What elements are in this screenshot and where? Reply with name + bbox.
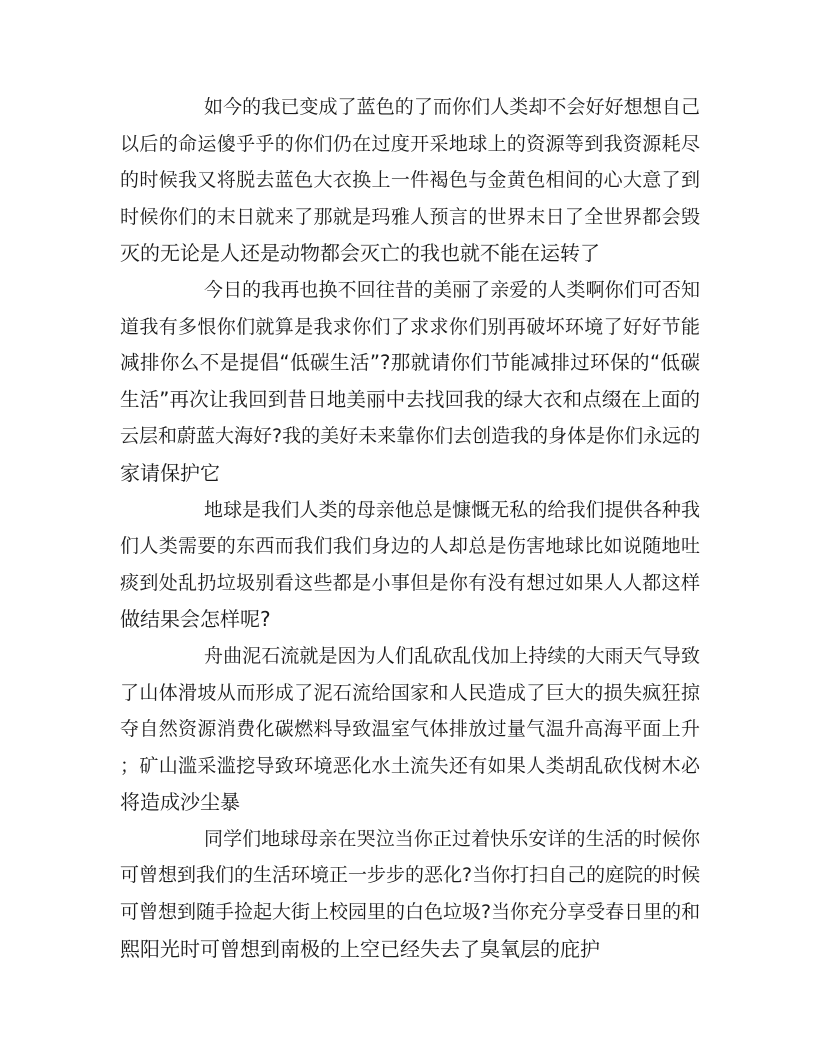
paragraph-line: 痰到处乱扔垃圾别看这些都是小事但是你有没有想过如果人人都这样 [120,571,700,594]
paragraph-line: 时候你们的末日就来了那就是玛雅人预言的世界末日了全世界都会毁 [120,205,700,228]
paragraph-line: 可曾想到随手捡起大街上校园里的白色垃圾?当你充分享受春日里的和 [120,901,701,924]
paragraph-line: 如今的我已变成了蓝色的了而你们人类却不会好好想想自己 [204,96,700,118]
paragraph-line: 舟曲泥石流就是因为人们乱砍乱伐加上持续的大雨天气导致 [204,644,700,667]
paragraph-line: 可曾想到我们的生活环境正一步步的恶化?当你打扫自己的庭院的时候 [120,864,701,887]
paragraph-1 [120,89,700,272]
paragraph-line: 地球是我们人类的母亲他总是慷慨无私的给我们提供各种我 [204,498,700,521]
paragraph-line: 以后的命运傻乎乎的你们仍在过度开采地球上的资源等到我资源耗尽 [120,132,700,155]
paragraph-line: 做结果会怎样呢? [120,607,271,632]
paragraph-line: 道我有多恨你们就算是我求你们了求求你们别再破坏环境了好好节能 [120,315,700,338]
paragraph-line: 生活”再次让我回到昔日地美丽中去找回我的绿大衣和点缀在上面的 [120,387,700,411]
paragraph-3 [120,492,700,638]
paragraph-line: ；矿山滥采滥挖导致环境恶化水土流失还有如果人类胡乱砍伐树木必 [120,754,700,777]
paragraph-line: 了山体滑坡从而形成了泥石流给国家和人民造成了巨大的损失疯狂掠 [120,681,700,704]
paragraph-line: 今日的我再也换不回往昔的美丽了亲爱的人类啊你们可否知 [204,278,700,301]
paragraph-line: 将造成沙尘暴 [120,790,240,815]
paragraph-5 [120,821,700,967]
paragraph-2 [120,272,700,492]
paragraph-line: 减排你么不是提倡“低碳生活”?那就请你们节能减排过环保的“低碳 [120,351,700,375]
paragraph-line: 的时候我又将脱去蓝色大衣换上一件褐色与金黄色相间的心大意了到 [120,169,700,192]
paragraph-line: 家请保护它 [120,460,220,485]
paragraph-4 [120,638,700,821]
paragraph-line: 们人类需要的东西而我们我们身边的人却总是伤害地球比如说随地吐 [120,535,700,558]
document-body [120,89,700,967]
paragraph-line: 云层和蔚蓝大海好?我的美好未来靠你们去创造我的身体是你们永远的 [120,425,701,448]
paragraph-line: 灭的无论是人还是动物都会灭亡的我也就不能在运转了 [120,241,600,266]
paragraph-line: 夺自然资源消费化碳燃料导致温室气体排放过量气温升高海平面上升 [120,718,700,741]
paragraph-line: 熙阳光时可曾想到南极的上空已经失去了臭氧层的庇护 [120,936,600,961]
paragraph-line: 同学们地球母亲在哭泣当你正过着快乐安详的生活的时候你 [204,827,700,850]
